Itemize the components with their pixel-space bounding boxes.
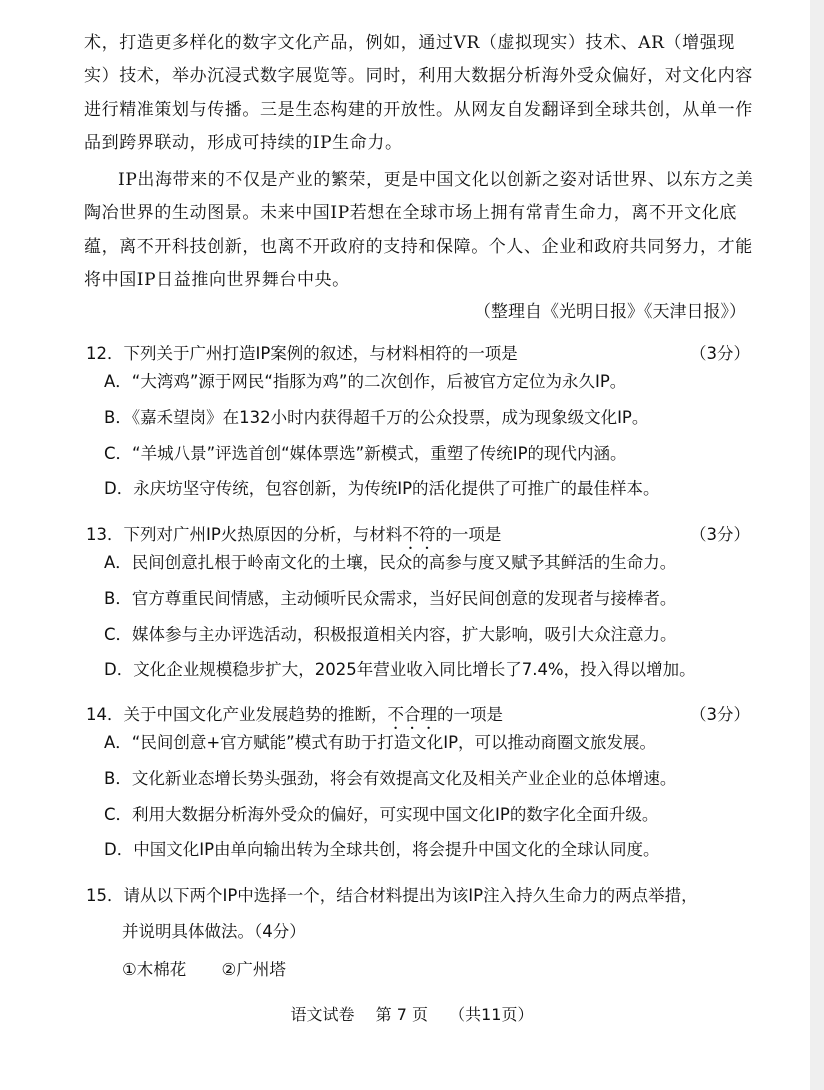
question-stem: [86, 340, 750, 368]
option-c: C．利用大数据分析海外受众的偏好，可实现中国文化IP的数字化全面升级。: [104, 804, 659, 824]
option-c: C．“羊城八景”评选首创“媒体票选”新模式，重塑了传统IP的现代内涵。: [104, 443, 627, 463]
option-a: A．民间创意扎根于岭南文化的土壤，民众的高参与度又赋予其鲜活的生命力。: [104, 553, 677, 572]
footer-subject: 语文试卷: [290, 1005, 355, 1024]
option-a: A．“大湾鸡”源于网民“指豚为鸡”的二次创作，后被官方定位为永久IP。: [104, 372, 627, 391]
passage-paragraph-2: IP出海带来的不仅是产业的繁荣，更是中国文化以创新之姿对话世界、以东方之美陶冶世界的生动图景。未来中国IP若想在全球市场上拥有常青生命力，离不开文化底蕴，离不开科技创新，也离不开政府的支持和保障。个人、企业和政府共同努力，才能将中国IP日益推向世界舞台中央。: [84, 170, 754, 291]
question-score: （3分）: [690, 344, 750, 363]
option-d: D．文化企业规模稳步扩大，2025年营业收入同比增长了7.4%，投入得以增加。: [104, 660, 696, 680]
footer-total-pages: （共11页）: [449, 1005, 534, 1024]
question-score: （3分）: [690, 705, 750, 724]
question-text: 14．关于中国文化产业发展趋势的推断，: [86, 705, 388, 724]
option-d: D．中国文化IP由单向输出转为全球共创，将会提升中国文化的全球认同度。: [104, 840, 660, 860]
question-12: [86, 340, 750, 511]
page-footer: [0, 1002, 824, 1025]
question-text-end: 的一项是: [437, 705, 503, 724]
option-b: B．《嘉禾望岗》在132小时内获得超千万的公众投票，成为现象级文化IP。: [104, 407, 649, 427]
question-15: [86, 882, 750, 984]
passage-source: （整理自《光明日报》《天津日报》）: [474, 302, 746, 322]
question-text: 15．请从以下两个IP中选择一个，结合材料提出为该IP注入持久生命力的两点举措，: [86, 886, 698, 905]
question-score: （3分）: [690, 525, 750, 544]
ip-choices: [86, 956, 750, 984]
question-text: 13．下列对广州IP火热原因的分析，与材料: [86, 525, 403, 544]
choice-kapok: ①木棉花: [122, 960, 187, 979]
emphasis-text: 不符: [402, 525, 436, 544]
question-text-continued: 并说明具体做法。（4分）: [122, 922, 306, 941]
question-13: [86, 521, 750, 692]
option-a: A．“民间创意+官方赋能”模式有助于打造文化IP，可以推动商圈文旅发展。: [104, 733, 657, 752]
option-b: B．官方尊重民间情感，主动倾听民众需求，当好民间创意的发现者与接棒者。: [104, 588, 677, 608]
page-edge-shadow: [810, 0, 824, 1090]
question-14: [86, 701, 750, 872]
question-text: 12．下列关于广州打造IP案例的叙述，与材料相符的一项是: [86, 344, 518, 363]
passage-paragraph-1: 术，打造更多样化的数字文化产品，例如，通过VR（虚拟现实）技术、AR（增强现实）技术，举办沉浸式数字展览等。同时，利用大数据分析海外受众偏好，对文化内容进行精准策划与传播。三是生态构建的开放性。从网友自发翻译到全球共创，从单一作品到跨界联动，形成可持续的IP生命力。: [84, 33, 753, 154]
option-c: C．媒体参与主办评选活动，积极报道相关内容，扩大影响，吸引大众注意力。: [104, 624, 677, 644]
question-stem: [86, 521, 750, 549]
emphasis-text: 不合理: [387, 705, 437, 724]
footer-page-number: 第 7 页: [375, 1005, 428, 1024]
option-b: B．文化新业态增长势头强劲，将会有效提高文化及相关产业企业的总体增速。: [104, 768, 677, 788]
choice-canton-tower: ②广州塔: [221, 960, 286, 979]
question-stem: [86, 701, 750, 729]
question-text-end: 的一项是: [435, 525, 502, 544]
option-d: D．永庆坊坚守传统，包容创新，为传统IP的活化提供了可推广的最佳样本。: [104, 479, 660, 499]
